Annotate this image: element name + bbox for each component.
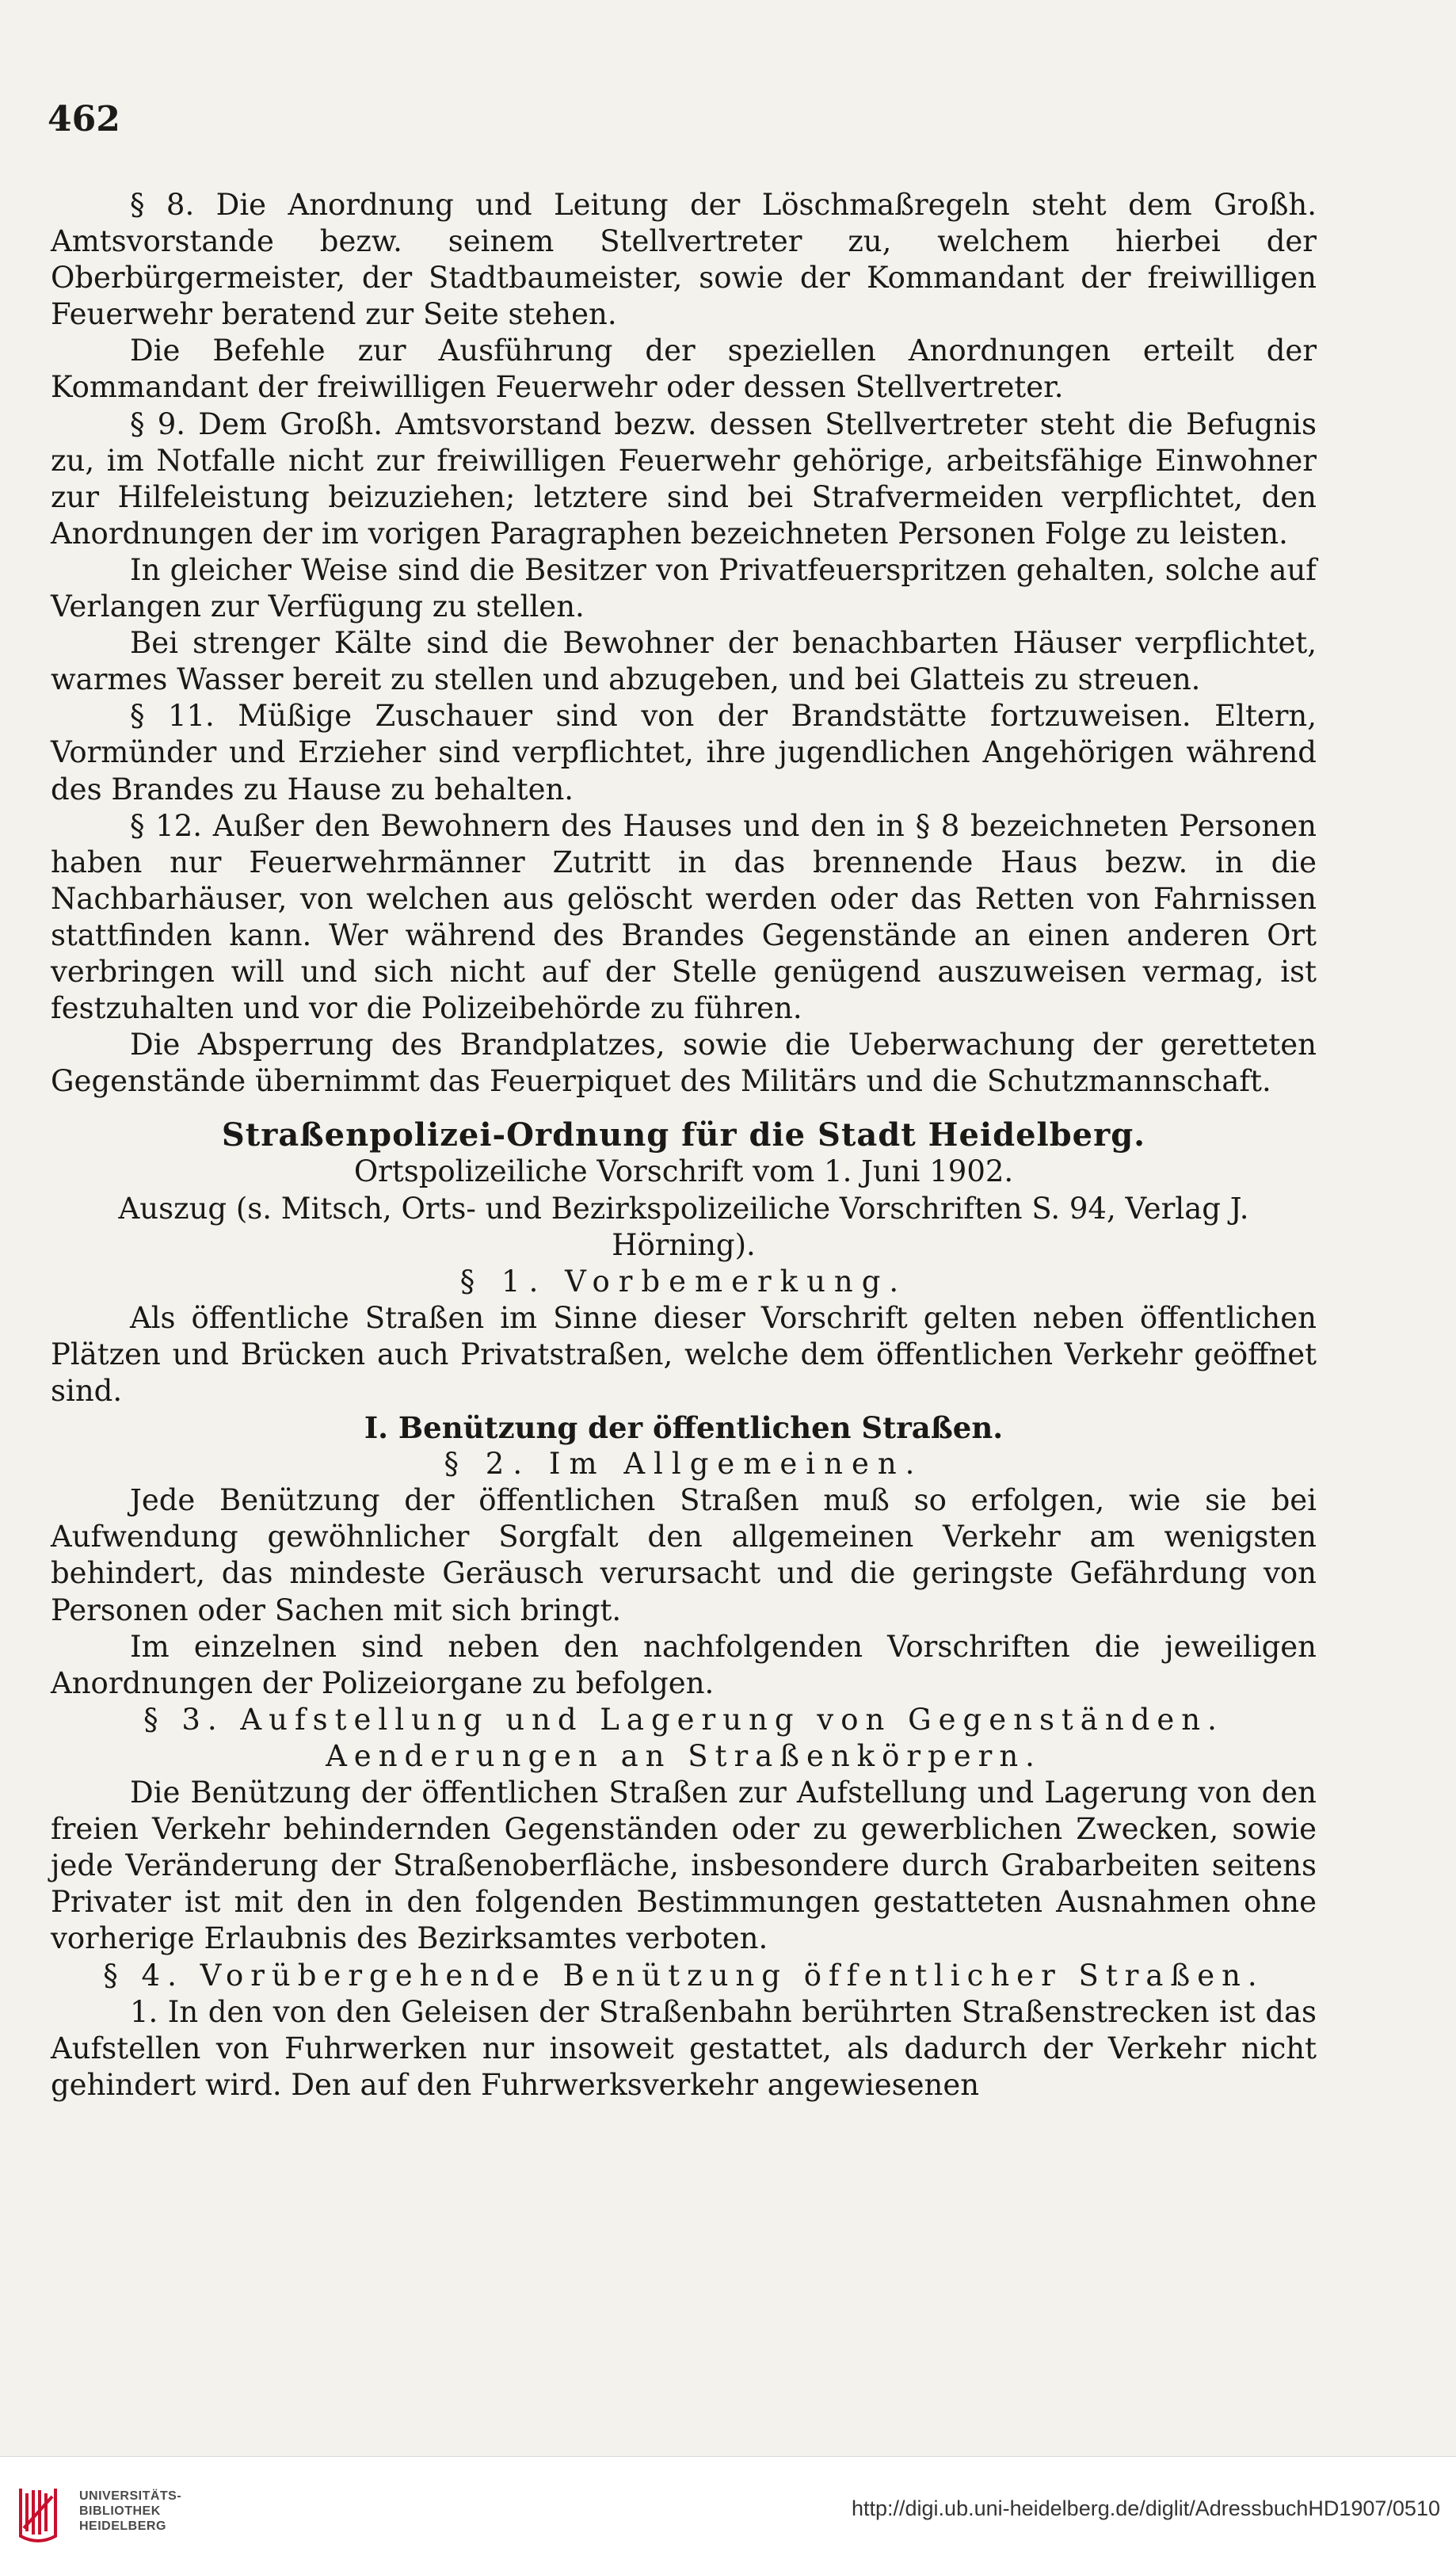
- section-4-text: 1. In den von den Geleisen der Straßenbahn berührten Straßenstrecken ist das Aufstellen von Fuhrwerken nur insoweit gestattet, als dadurch der Verkehr nicht gehindert wird. Den auf den Fuhrwerksverkehr angewiesenen: [51, 1994, 1317, 2102]
- library-name-line2: BIBLIOTHEK: [79, 2504, 161, 2518]
- section-2-text-a: Jede Benützung der öffentlichen Straßen muß so erfolgen, wie sie bei Aufwendung gewöhnlicher Sorgfalt den allgemeinen Verkehr am wenigsten behindert, das mindeste Geräusch verursacht und die geringste Gefährdung von Personen oder Sachen mit sich bringt.: [51, 1483, 1317, 1627]
- page-text: [51, 187, 1317, 2104]
- paragraph-s8-b: Die Befehle zur Ausführung der speziellen Anordnungen erteilt der Kommandant der freiwilligen Feuerwehr oder dessen Stellvertreter.: [51, 334, 1317, 405]
- paragraph-s12-a: § 12. Außer den Bewohnern des Hauses und den in § 8 bezeichneten Personen haben nur Feuerwehrmänner Zutritt in das brennende Haus bezw. in die Nachbarhäuser, von welchen aus gelöscht werden oder das Retten von Fahrnissen stattfinden kann. Wer während des Brandes Gegenstände an einen anderen Ort verbringen will und sich nicht auf der Stelle genügend auszuweisen vermag, ist festzuhalten und vor die Polizeibehörde zu führen.: [51, 808, 1317, 1026]
- library-name[interactable]: [79, 2489, 181, 2534]
- ordinance-excerpt-note: Auszug (s. Mitsch, Orts- und Bezirkspolizeiliche Vorschriften S. 94, Verlag J. Hörning).: [118, 1191, 1249, 1262]
- section-1-heading: § 1. Vorbemerkung.: [459, 1264, 908, 1299]
- part-1-heading: I. Benützung der öffentlichen Straßen.: [364, 1410, 1004, 1446]
- paragraph-s11: § 11. Müßige Zuschauer sind von der Brandstätte fortzuweisen. Eltern, Vormünder und Erzieher sind verpflichtet, ihre jugendlichen Angehörigen während des Brandes zu Hause zu behalten.: [51, 699, 1317, 807]
- paragraph-s9-b: In gleicher Weise sind die Besitzer von Privatfeuerspritzen gehalten, solche auf Verlangen zur Verfügung zu stellen.: [51, 552, 1317, 624]
- section-3-heading-line1: § 3. Aufstellung und Lagerung von Gegenständen.: [143, 1702, 1224, 1737]
- section-1-text: Als öffentliche Straßen im Sinne dieser Vorschrift gelten neben öffentlichen Plätzen und Brücken auch Privatstraßen, welche dem öffentlichen Verkehr geöffnet sind.: [51, 1300, 1317, 1408]
- paragraph-s8-a: § 8. Die Anordnung und Leitung der Löschmaßregeln steht dem Großh. Amtsvorstande bezw. seinem Stellvertreter zu, welchem hierbei der Oberbürgermeister, der Stadtbaumeister, sowie der Kommandant der freiwilligen Feuerwehr beratend zur Seite stehen.: [51, 188, 1317, 332]
- page-number: 462: [48, 99, 120, 139]
- library-name-line1: UNIVERSITÄTS-: [79, 2489, 182, 2503]
- library-name-line3: HEIDELBERG: [79, 2519, 166, 2533]
- permalink-url[interactable]: http://digi.ub.uni-heidelberg.de/diglit/AdressbuchHD1907/0510: [851, 2496, 1440, 2520]
- paragraph-s9-c: Bei strenger Kälte sind die Bewohner der benachbarten Häuser verpflichtet, warmes Wasser bereit zu stellen und abzugeben, und bei Glatteis zu streuen.: [51, 626, 1317, 697]
- section-2-heading: § 2. Im Allgemeinen.: [444, 1447, 924, 1482]
- section-3-heading-line2: Aenderungen an Straßenkörpern.: [326, 1738, 1042, 1773]
- section-3-text: Die Benützung der öffentlichen Straßen zur Aufstellung und Lagerung von den freien Verkehr behindernden Gegenständen oder zu gewerblichen Zwecken, sowie jede Veränderung der Straßenoberfläche, insbesondere durch Grabarbeiten seitens Privater ist mit den in den folgenden Bestimmungen gestatteten Ausnahmen ohne vorherige Erlaubnis des Bezirksamtes verboten.: [51, 1776, 1317, 1956]
- section-2-text-b: Im einzelnen sind neben den nachfolgenden Vorschriften die jeweiligen Anordnungen der Polizeiorgane zu befolgen.: [51, 1629, 1317, 1700]
- ordinance-subtitle: Ortspolizeiliche Vorschrift vom 1. Juni 1902.: [353, 1154, 1014, 1189]
- paragraph-s9-a: § 9. Dem Großh. Amtsvorstand bezw. dessen Stellvertreter steht die Befugnis zu, im Notfalle nicht zur freiwilligen Feuerwehr gehörige, arbeitsfähige Einwohner zur Hilfeleistung beizuziehen; letztere sind bei Strafvermeiden verpflichtet, den Anordnungen der im vorigen Paragraphen bezeichneten Personen Folge zu leisten.: [51, 406, 1317, 551]
- university-library-logo-icon[interactable]: [16, 2473, 60, 2550]
- viewer-footer: [0, 2456, 1456, 2567]
- ordinance-title: Straßenpolizei-Ordnung für die Stadt Heidelberg.: [221, 1116, 1146, 1154]
- paragraph-s12-b: Die Absperrung des Brandplatzes, sowie die Ueberwachung der geretteten Gegenstände übernimmt das Feuerpiquet des Militärs und die Schutzmannschaft.: [51, 1028, 1317, 1099]
- section-4-heading: § 4. Vorübergehende Benützung öffentlicher Straßen.: [103, 1958, 1264, 1993]
